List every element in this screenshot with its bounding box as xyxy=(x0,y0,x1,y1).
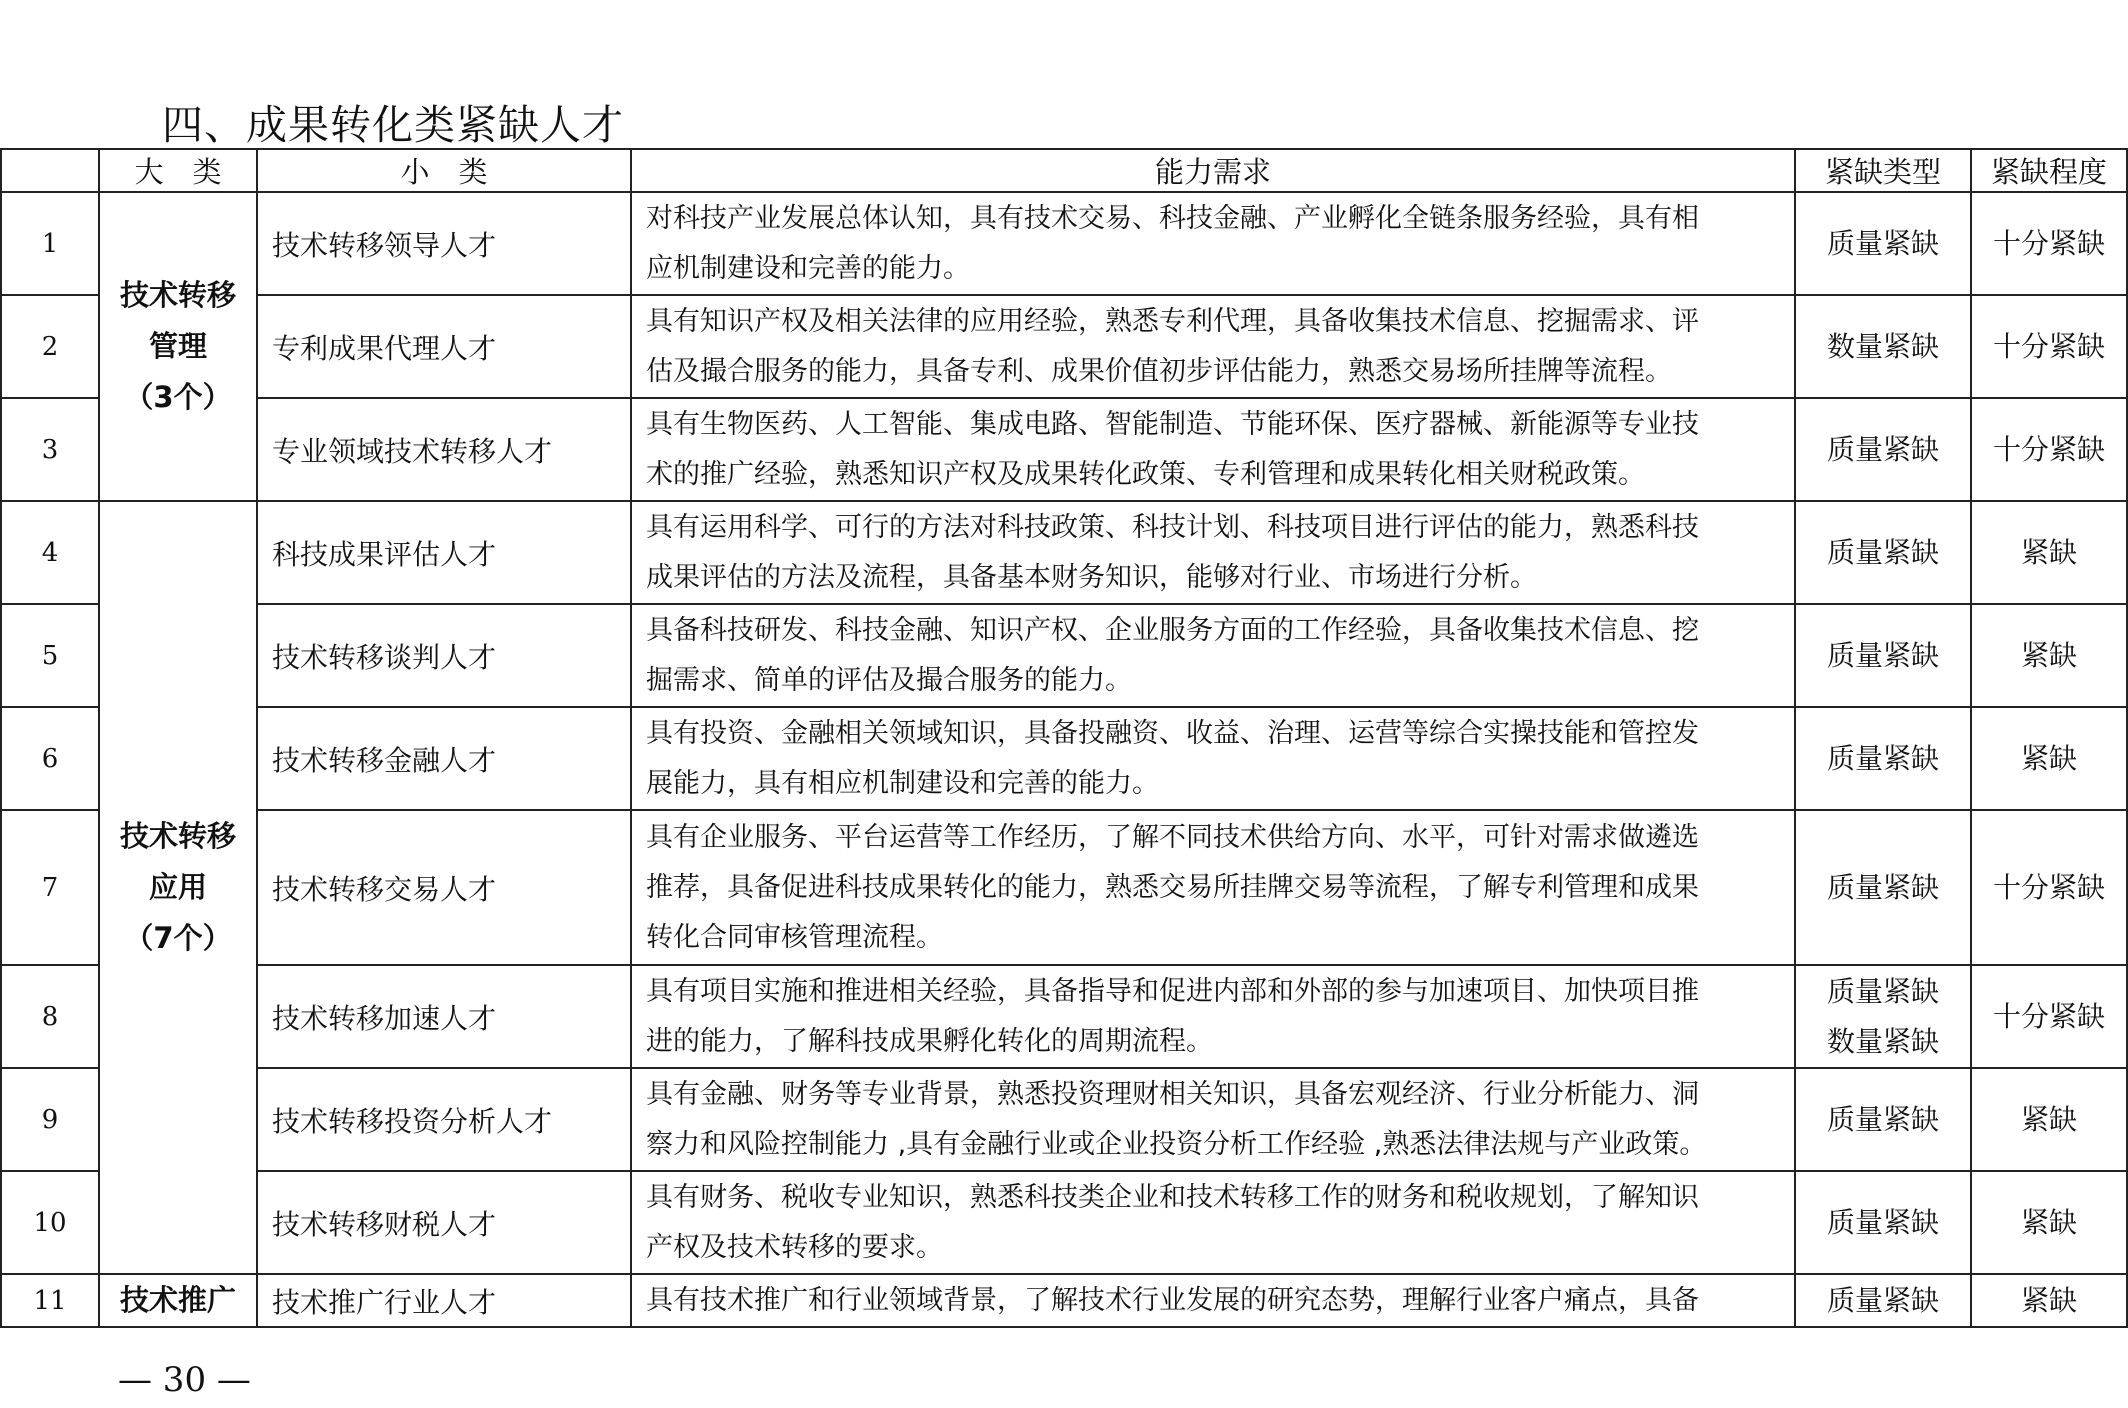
table-row xyxy=(1,501,2127,604)
category-cell xyxy=(99,192,257,501)
requirement-line: 具有项目实施和推进相关经验，具备指导和促进内部和外部的参与加速项目、加快项目推 xyxy=(646,975,1699,1007)
category-line: 管理 xyxy=(148,329,207,363)
header-shortage-level: 紧缺程度 xyxy=(1971,149,2127,192)
header-category: 大 类 xyxy=(99,149,257,192)
requirement-line: 应机制建设和完善的能力。 xyxy=(646,252,970,284)
table-header-row xyxy=(1,149,2127,192)
row-number: 3 xyxy=(1,398,99,501)
shortage-type-line: 数量紧缺 xyxy=(1826,1024,1939,1058)
shortage-type-cell xyxy=(1795,965,1971,1068)
requirement-line: 转化合同审核管理流程。 xyxy=(646,921,943,953)
category-line: （3个） xyxy=(124,380,232,414)
subcategory-cell: 专利成果代理人才 xyxy=(257,295,631,398)
table-row xyxy=(1,810,2127,965)
subcategory-cell: 技术转移交易人才 xyxy=(257,810,631,965)
category-line: 技术转移 xyxy=(119,278,236,312)
requirement-line: 具有财务、税收专业知识，熟悉科技类企业和技术转移工作的财务和税收规划，了解知识 xyxy=(646,1181,1699,1213)
shortage-level-cell: 十分紧缺 xyxy=(1971,965,2127,1068)
shortage-type-cell: 质量紧缺 xyxy=(1795,192,1971,295)
shortage-type-cell: 质量紧缺 xyxy=(1795,1068,1971,1171)
shortage-type-cell: 质量紧缺 xyxy=(1795,604,1971,707)
header-shortage-type: 紧缺类型 xyxy=(1795,149,1971,192)
shortage-level-cell: 十分紧缺 xyxy=(1971,810,2127,965)
requirement-cell xyxy=(631,707,1795,810)
subcategory-cell: 技术转移财税人才 xyxy=(257,1171,631,1274)
subcategory-cell: 技术转移谈判人才 xyxy=(257,604,631,707)
row-number: 9 xyxy=(1,1068,99,1171)
table-row xyxy=(1,1171,2127,1274)
shortage-level-cell: 紧缺 xyxy=(1971,501,2127,604)
row-number: 6 xyxy=(1,707,99,810)
page-number: — 30 — xyxy=(118,1360,251,1400)
requirement-line: 对科技产业发展总体认知，具有技术交易、科技金融、产业孵化全链条服务经验，具有相 xyxy=(646,202,1699,234)
header-subcategory: 小 类 xyxy=(257,149,631,192)
shortage-type-cell: 质量紧缺 xyxy=(1795,707,1971,810)
requirement-line: 具有投资、金融相关领域知识，具备投融资、收益、治理、运营等综合实操技能和管控发 xyxy=(646,717,1699,749)
shortage-level-cell: 紧缺 xyxy=(1971,1274,2127,1327)
table-row xyxy=(1,604,2127,707)
table-row xyxy=(1,398,2127,501)
shortage-level-cell: 紧缺 xyxy=(1971,1171,2127,1274)
category-line: 应用 xyxy=(148,870,207,904)
subcategory-cell: 技术转移投资分析人才 xyxy=(257,1068,631,1171)
row-number: 4 xyxy=(1,501,99,604)
requirement-cell xyxy=(631,192,1795,295)
section-title: 四、成果转化类紧缺人才 xyxy=(162,101,624,149)
shortage-type-cell: 数量紧缺 xyxy=(1795,295,1971,398)
requirement-cell xyxy=(631,295,1795,398)
table-row xyxy=(1,965,2127,1068)
requirement-cell xyxy=(631,1171,1795,1274)
requirement-cell xyxy=(631,604,1795,707)
row-number: 2 xyxy=(1,295,99,398)
category-line: 技术转移 xyxy=(119,819,236,853)
row-number: 5 xyxy=(1,604,99,707)
row-number: 8 xyxy=(1,965,99,1068)
shortage-type-line: 质量紧缺 xyxy=(1826,974,1939,1008)
requirement-cell xyxy=(631,965,1795,1068)
category-cell xyxy=(99,501,257,1274)
requirement-line: 具有技术推广和行业领域背景，了解技术行业发展的研究态势，理解行业客户痛点，具备 xyxy=(646,1284,1699,1316)
subcategory-cell: 技术推广行业人才 xyxy=(257,1274,631,1327)
table-row xyxy=(1,1068,2127,1171)
requirement-line: 产权及技术转移的要求。 xyxy=(646,1231,943,1263)
requirement-line: 掘需求、简单的评估及撮合服务的能力。 xyxy=(646,664,1132,696)
shortage-level-cell: 十分紧缺 xyxy=(1971,295,2127,398)
requirement-cell xyxy=(631,501,1795,604)
category-line: 技术推广 xyxy=(119,1283,236,1317)
requirement-line: 估及撮合服务的能力，具备专利、成果价值初步评估能力，熟悉交易场所挂牌等流程。 xyxy=(646,355,1672,387)
shortage-type-cell: 质量紧缺 xyxy=(1795,1171,1971,1274)
shortage-level-cell: 紧缺 xyxy=(1971,707,2127,810)
talent-table xyxy=(0,148,2128,1328)
shortage-type-cell: 质量紧缺 xyxy=(1795,810,1971,965)
subcategory-cell: 技术转移金融人才 xyxy=(257,707,631,810)
table-row xyxy=(1,707,2127,810)
category-line: （7个） xyxy=(124,921,232,955)
category-cell xyxy=(99,1274,257,1327)
requirement-cell xyxy=(631,1274,1795,1327)
subcategory-cell: 技术转移加速人才 xyxy=(257,965,631,1068)
subcategory-cell: 科技成果评估人才 xyxy=(257,501,631,604)
shortage-level-cell: 紧缺 xyxy=(1971,1068,2127,1171)
table-row xyxy=(1,192,2127,295)
row-number: 1 xyxy=(1,192,99,295)
requirement-cell xyxy=(631,1068,1795,1171)
requirement-line: 具有知识产权及相关法律的应用经验，熟悉专利代理，具备收集技术信息、挖掘需求、评 xyxy=(646,305,1699,337)
table-row xyxy=(1,1274,2127,1327)
requirement-line: 术的推广经验，熟悉知识产权及成果转化政策、专利管理和成果转化相关财税政策。 xyxy=(646,458,1645,490)
shortage-type-cell: 质量紧缺 xyxy=(1795,1274,1971,1327)
subcategory-cell: 技术转移领导人才 xyxy=(257,192,631,295)
shortage-level-cell: 紧缺 xyxy=(1971,604,2127,707)
requirement-line: 推荐，具备促进科技成果转化的能力，熟悉交易所挂牌交易等流程，了解专利管理和成果 xyxy=(646,871,1699,903)
shortage-type-cell: 质量紧缺 xyxy=(1795,501,1971,604)
shortage-level-cell: 十分紧缺 xyxy=(1971,192,2127,295)
header-num xyxy=(1,149,99,192)
requirement-line: 进的能力，了解科技成果孵化转化的周期流程。 xyxy=(646,1025,1213,1057)
subcategory-cell: 专业领域技术转移人才 xyxy=(257,398,631,501)
requirement-line: 具有运用科学、可行的方法对科技政策、科技计划、科技项目进行评估的能力，熟悉科技 xyxy=(646,511,1699,543)
requirement-line: 展能力，具有相应机制建设和完善的能力。 xyxy=(646,767,1159,799)
shortage-level-cell: 十分紧缺 xyxy=(1971,398,2127,501)
requirement-cell xyxy=(631,398,1795,501)
shortage-type-cell: 质量紧缺 xyxy=(1795,398,1971,501)
row-number: 10 xyxy=(1,1171,99,1274)
table-row xyxy=(1,295,2127,398)
requirement-cell xyxy=(631,810,1795,965)
requirement-line: 具有生物医药、人工智能、集成电路、智能制造、节能环保、医疗器械、新能源等专业技 xyxy=(646,408,1699,440)
row-number: 7 xyxy=(1,810,99,965)
requirement-line: 成果评估的方法及流程，具备基本财务知识，能够对行业、市场进行分析。 xyxy=(646,561,1537,593)
requirement-line: 具有企业服务、平台运营等工作经历，了解不同技术供给方向、水平，可针对需求做遴选 xyxy=(646,821,1699,853)
requirement-line: 具备科技研发、科技金融、知识产权、企业服务方面的工作经验，具备收集技术信息、挖 xyxy=(646,614,1699,646)
requirement-line: 具有金融、财务等专业背景，熟悉投资理财相关知识，具备宏观经济、行业分析能力、洞 xyxy=(646,1078,1699,1110)
row-number: 11 xyxy=(1,1274,99,1327)
header-requirement: 能力需求 xyxy=(631,149,1795,192)
requirement-line: 察力和风险控制能力 ,具有金融行业或企业投资分析工作经验 ,熟悉法律法规与产业政策。 xyxy=(646,1128,1707,1160)
